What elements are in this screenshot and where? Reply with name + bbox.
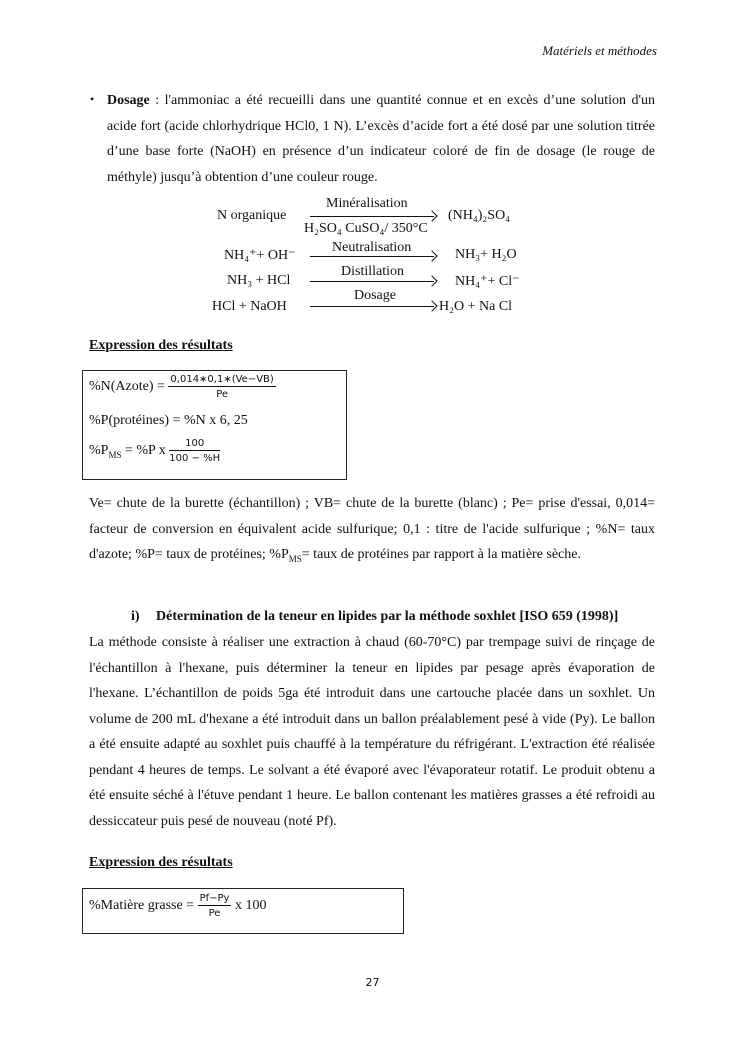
results-heading-2: Expression des résultats xyxy=(89,855,233,870)
reaction2-right: NH₃+ H₂O xyxy=(455,247,517,262)
formula-fat-numerator: Pf−Py xyxy=(199,893,230,904)
reaction3-arrow xyxy=(310,281,434,282)
formula-nitrogen-denominator: Pe xyxy=(216,389,229,400)
reaction2-left: NH₄⁺+ OH⁻ xyxy=(224,248,296,263)
dosage-paragraph xyxy=(107,88,655,190)
reaction2-condition-top: Neutralisation xyxy=(332,240,412,255)
reaction1-arrow xyxy=(310,216,434,217)
formula-fat-denominator: Pe xyxy=(208,908,221,919)
formula-protein-ms xyxy=(89,438,220,464)
formula-protein-ms-numerator: 100 xyxy=(169,438,220,451)
reaction1-condition-bottom: H₂SO₄ CuSO₄/ 350°C xyxy=(304,221,428,236)
formula-protein-ms-denominator: 100 − %H xyxy=(169,453,221,464)
legend-paragraph: Ve= chute de la burette (échantillon) ; VB= chute de la burette (blanc) ; Pe= prise d'essai, 0,014= facteur de conversion en équivalent acide sulfurique; 0,1 : titre de l'acide sulfurique ; %N= taux d'azote; %P= taux de protéines; $\%P_{MS}=$ taux de protéines par rapport à la matière sèche. xyxy=(89,496,655,564)
section-i-title: Détermination de la teneur en lipides par la méthode soxhlet [ISO 659 (1998)] xyxy=(156,609,619,624)
formula-box-fat xyxy=(82,888,404,934)
page-number: 27 xyxy=(365,976,380,989)
section-i-paragraph: La méthode consiste à réaliser une extraction à chaud (60-70°C) par trempage suivi de rinçage de l'échantillon à l'hexane, puis déterminer la teneur en lipides par pesage après évaporation de l'hexane. L’échantillon de poids 5ga été introduit dans une cartouche placée dans un soxhlet. Un volume de 200 mL d'hexane a été introduit dans un ballon préalablement pesé à vide (Py). Le ballon a été ensuite adapté au soxhlet puis chauffé à la température du réfrigérant. L'extraction été réalisée pendant 4 heures de temps. Le solvant a été évaporé avec l'évaporateur rotatif. Le produit obtenu a été ensuite séché à l'étuve pendant 1 heure. Le ballon contenant les matières grasses a été refroidi au dessiccateur puis pesé de nouveau (noté Pf). xyxy=(89,635,655,829)
formula-fat-multiplier: x 100 xyxy=(234,898,267,913)
reaction4-arrow xyxy=(310,306,434,307)
reaction4-right: H₂O + Na Cl xyxy=(439,299,513,314)
formula-fat xyxy=(89,893,266,919)
reaction1-right: (NH₄)₂SO₄ xyxy=(448,208,511,223)
formula-fat-label: %Matière grasse = xyxy=(89,898,195,913)
running-header: Matériels et méthodes xyxy=(542,43,657,58)
section-i-number: i) xyxy=(131,609,140,624)
dosage-label: Dosage xyxy=(107,93,150,108)
formula-nitrogen-label: %N(Azote) = xyxy=(89,379,165,394)
formula-protein-ms-label: $\%P_{MS} = \%P$ x xyxy=(89,442,166,460)
reaction4-condition-top: Dosage xyxy=(354,288,396,303)
reaction3-right: NH₄⁺+ Cl⁻ xyxy=(455,274,520,289)
formula-box-nitrogen xyxy=(82,370,347,480)
formula-nitrogen-fraction xyxy=(168,374,275,400)
results-heading-1: Expression des résultats xyxy=(89,338,233,353)
formula-fat-fraction xyxy=(198,893,232,919)
reaction3-condition-top: Distillation xyxy=(341,264,404,279)
dosage-text: : l'ammoniac a été recueilli dans une quantité connue et en excès d’une solution d'un acide fort (acide chlorhydrique HCl0, 1 N). L’excès d’acide fort a été dosé par une solution titrée d’une base forte (NaOH) en présence d’un indicateur coloré de fin de dosage (le rouge de méthyle) jusqu’à obtention d’une couleur rouge. xyxy=(107,93,655,185)
reaction1-left: N organique xyxy=(217,208,287,223)
bullet-marker: • xyxy=(90,92,95,106)
reaction4-left: HCl + NaOH xyxy=(212,299,287,314)
reaction3-left: NH₃ + HCl xyxy=(227,273,291,288)
formula-protein: %P(protéines) = %N x 6, 25 xyxy=(89,413,248,428)
reaction2-arrow xyxy=(310,256,434,257)
reaction1-condition-top: Minéralisation xyxy=(326,196,408,211)
formula-nitrogen-numerator: 0,014∗0,1∗(Ve−VB) xyxy=(170,374,274,385)
formula-protein-ms-fraction xyxy=(169,438,220,464)
formula-nitrogen xyxy=(89,374,276,400)
